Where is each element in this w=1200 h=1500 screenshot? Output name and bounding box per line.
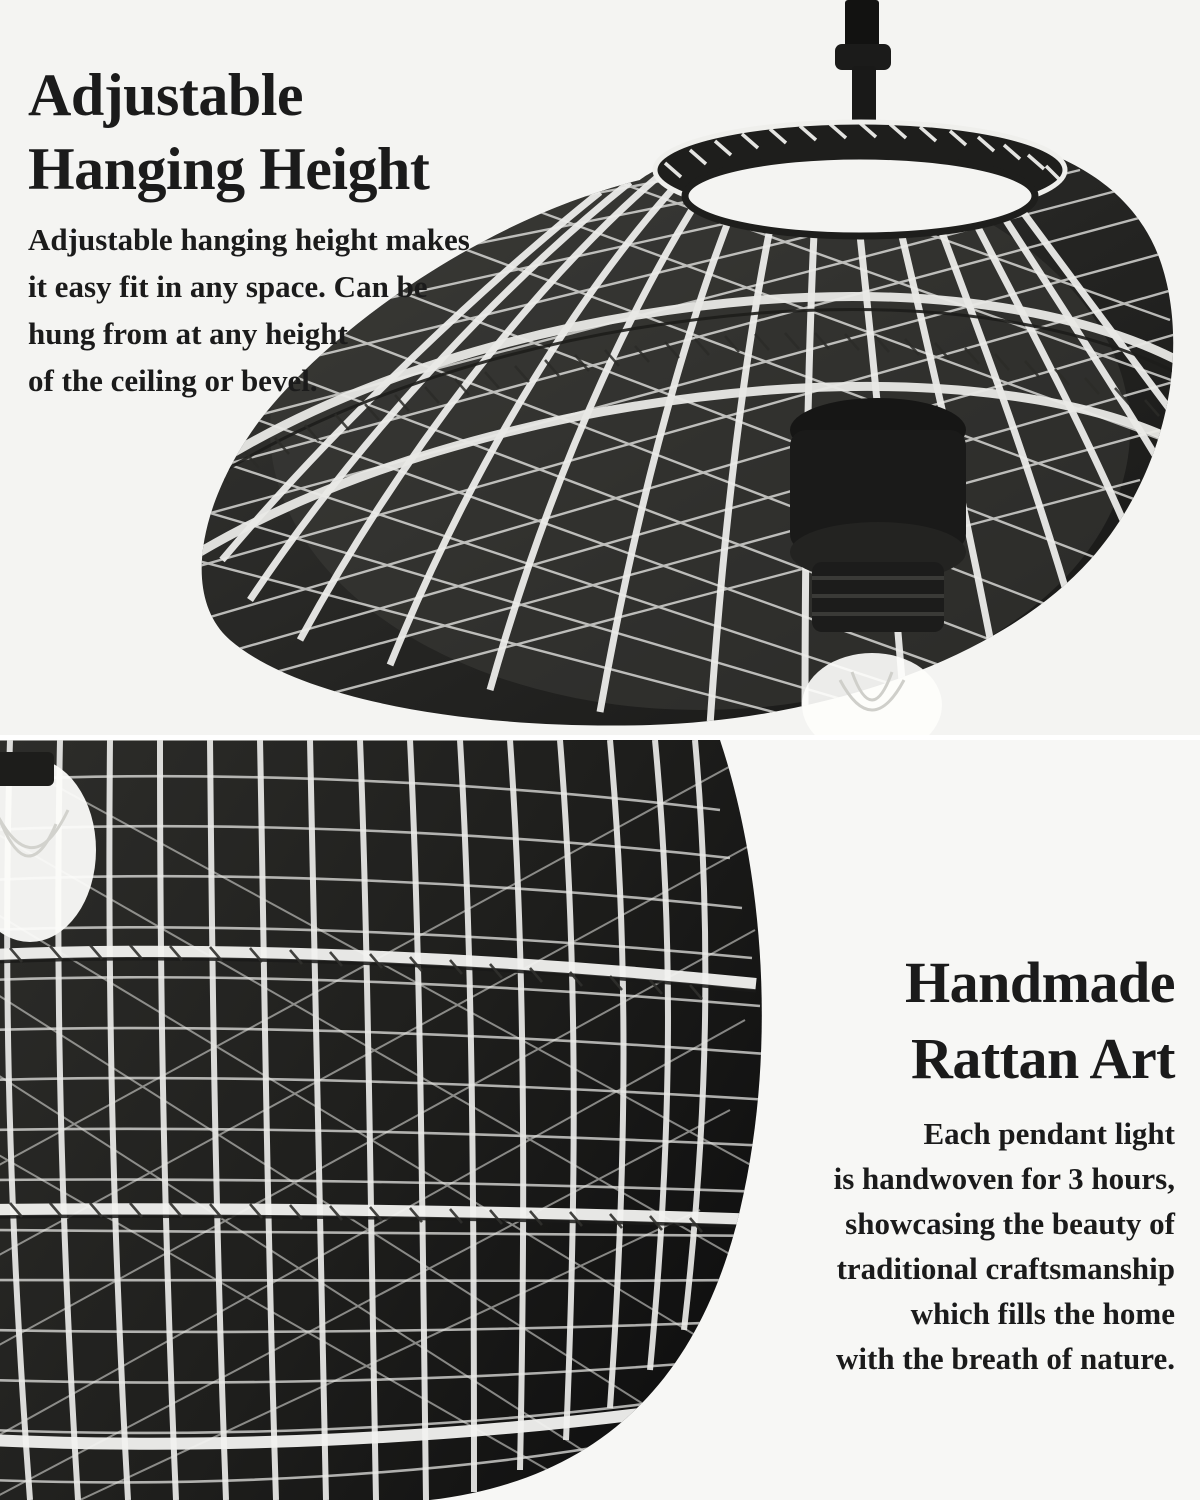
top-body-line-1: Adjustable hanging height makes — [28, 222, 470, 257]
bottom-body-line-6: with the breath of nature. — [836, 1341, 1175, 1376]
lamp-socket — [790, 398, 966, 632]
panel-handmade-rattan-art — [0, 740, 1200, 1500]
bottom-body-line-1: Each pendant light — [923, 1116, 1175, 1151]
bottom-body-line-5: which fills the home — [910, 1296, 1175, 1331]
panel-adjustable-hanging-height — [0, 0, 1200, 735]
top-heading-line-1: Adjustable — [28, 62, 304, 128]
top-body-line-2: it easy fit in any space. Can be — [28, 269, 428, 304]
bottom-panel-text — [600, 945, 1175, 1381]
bottom-body-line-4: traditional craftsmanship — [836, 1251, 1175, 1286]
top-panel-text — [28, 58, 688, 404]
bottom-panel-body — [600, 1111, 1175, 1381]
bottom-panel-heading — [600, 945, 1175, 1097]
top-body-line-3: hung from at any height — [28, 316, 348, 351]
top-panel-heading — [28, 58, 688, 206]
bottom-heading-line-2: Rattan Art — [910, 1026, 1175, 1091]
bottom-body-line-3: showcasing the beauty of — [845, 1206, 1175, 1241]
top-panel-body — [28, 216, 688, 404]
top-body-line-4: of the ceiling or bevel. — [28, 363, 318, 398]
lamp-top-rim — [655, 122, 1065, 236]
top-heading-line-2: Hanging Height — [28, 136, 430, 202]
bottom-heading-line-1: Handmade — [905, 950, 1175, 1015]
bottom-body-line-2: is handwoven for 3 hours, — [833, 1161, 1175, 1196]
